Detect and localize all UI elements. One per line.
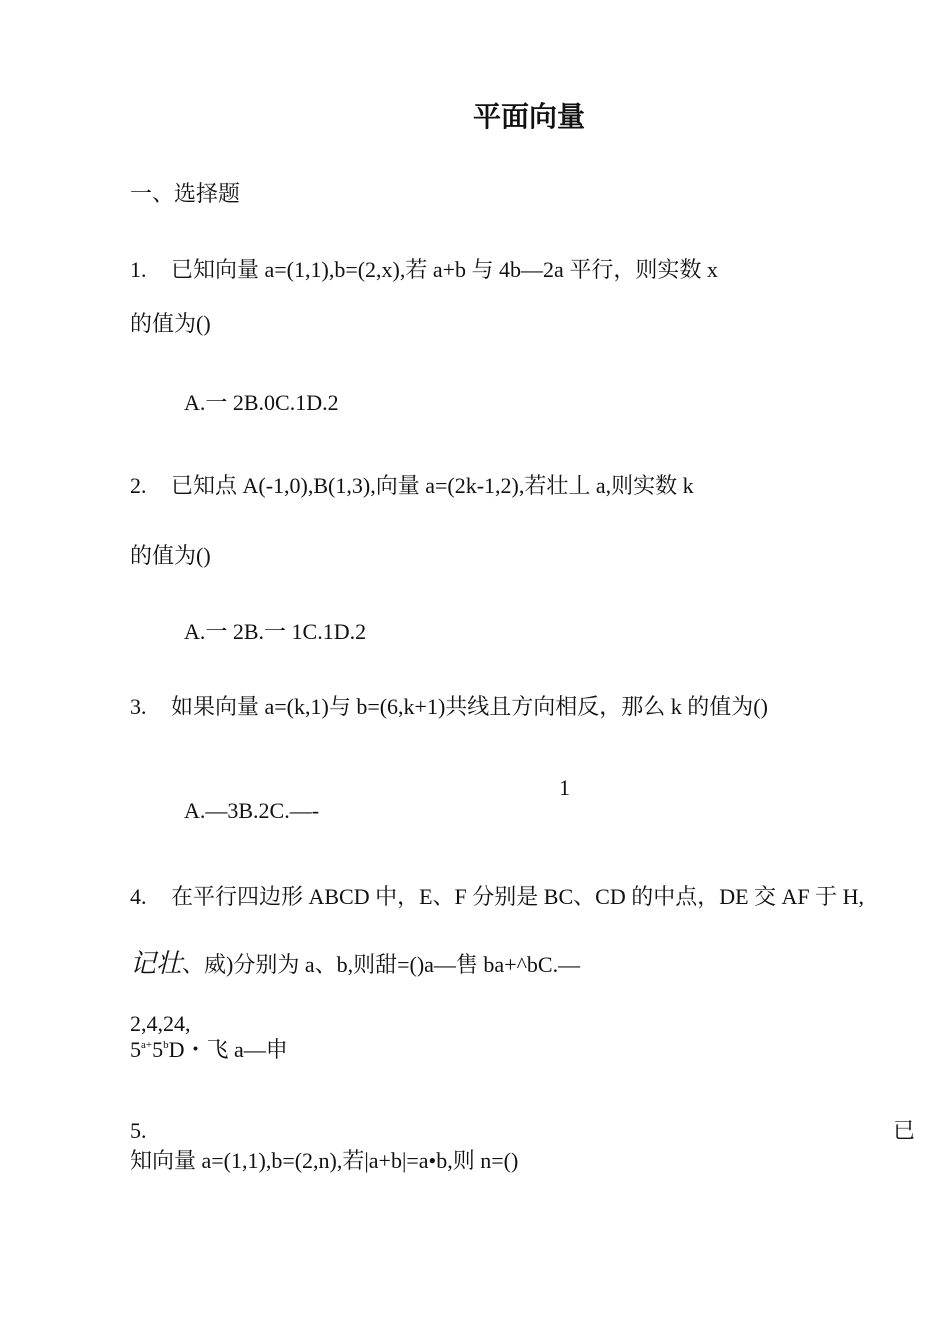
question-number: 5. [130, 1118, 147, 1143]
question-text-cont: 的值为() [130, 311, 211, 336]
question-text: 在平行四边形 ABCD 中，E、F 分别是 BC、CD 的中点，DE 交 AF 于 H, [171, 884, 865, 909]
answer-options-cont [130, 1039, 288, 1061]
superscript: a+ [141, 1039, 153, 1051]
fraction-denominators: 2,4,24, [130, 1011, 191, 1036]
text-part: D・飞 a—申 [168, 1037, 288, 1062]
italic-text: 记壮 [130, 949, 183, 978]
question-text: 已知向量 a=(1,1),b=(2,x),若 a+b 与 4b—2a 平行，则实数 x [171, 257, 718, 282]
superscript: b [163, 1039, 169, 1051]
question-text-rest: 、威)分别为 a、b,则甜=()a—售 ba+^bC.— [182, 952, 581, 977]
answer-options: A.一 2B.0C.1D.2 [184, 390, 339, 415]
question-number: 1. [130, 257, 147, 282]
question-text-cont [130, 951, 580, 977]
question-number: 3. [130, 694, 147, 719]
question-number: 2. [130, 473, 147, 498]
question-text-cont: 知向量 a=(1,1),b=(2,n),若|a+b|=a•b,则 n=() [130, 1148, 519, 1173]
text-part: 5 [152, 1037, 164, 1062]
question-text: 如果向量 a=(k,1)与 b=(6,k+1)共线且方向相反，那么 k 的值为() [171, 694, 768, 719]
question-text: 已知点 A(-1,0),B(1,3),向量 a=(2k-1,2),若壮丄 a,则实数 k [171, 473, 694, 498]
fraction-numerator: 1 [559, 775, 570, 800]
question-text-cont: 的值为() [130, 543, 211, 568]
text-part: 5 [130, 1037, 141, 1062]
answer-options: A.一 2B.一 1C.1D.2 [184, 619, 367, 644]
answer-options: A.—3B.2C.—- [184, 798, 320, 823]
page-title: 平面向量 [473, 100, 586, 133]
section-heading: 一、选择题 [130, 181, 241, 206]
question-text-start: 已 [893, 1118, 916, 1143]
question-number: 4. [130, 884, 147, 909]
